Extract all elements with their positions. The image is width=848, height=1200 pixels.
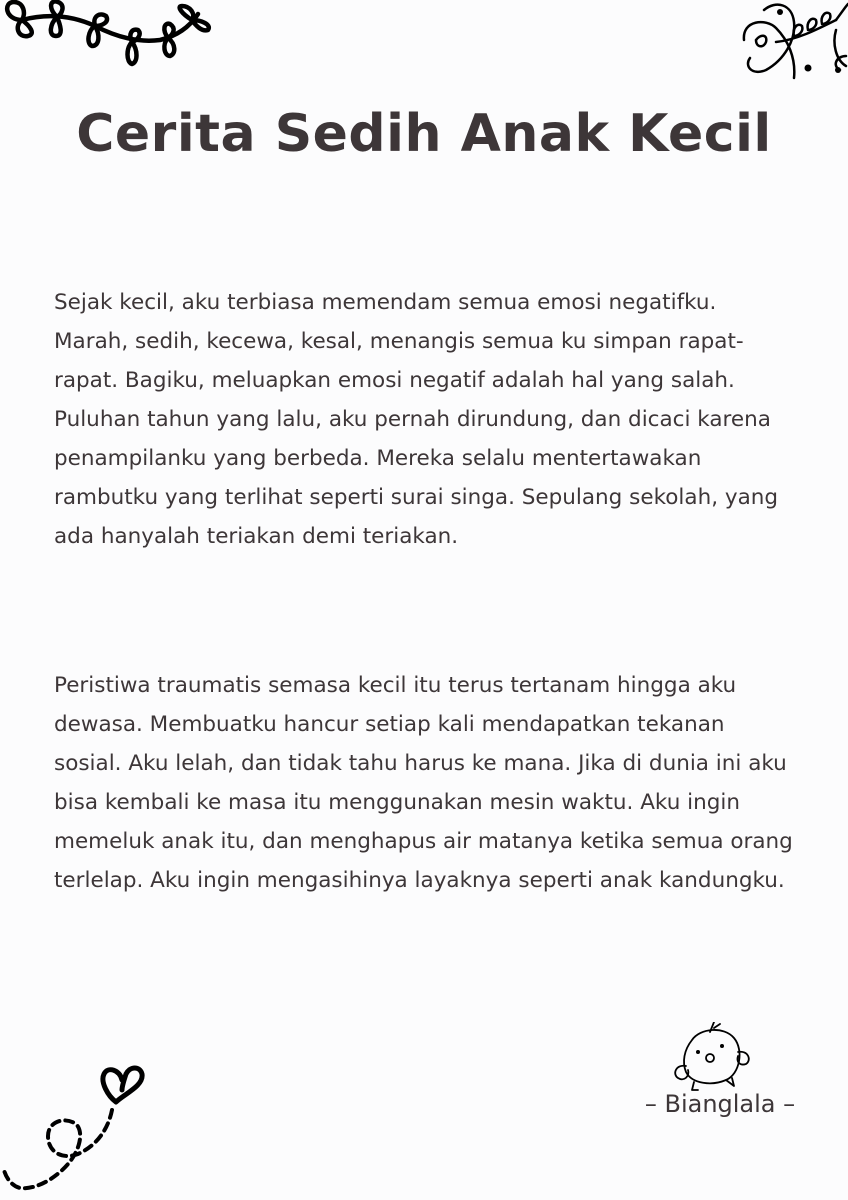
text-line: bisa kembali ke masa itu menggunakan mesin waktu. Aku ingin [54,790,741,815]
text-line: Peristiwa traumatis semasa kecil itu terus tertanam hingga aku [54,673,737,698]
text-line: sosial. Aku lelah, dan tidak tahu harus ke mana. Jika di dunia ini aku [54,751,787,776]
text-line: Marah, sedih, kecewa, kesal, menangis semua ku simpan rapat- [54,329,744,354]
text-line: terlelap. Aku ingin mengasihinya layaknya seperti anak kandungku. [54,868,785,893]
paragraph-2 [54,666,798,900]
text-line: ada hanyalah teriakan demi teriakan. [54,524,459,549]
paragraph-1 [54,283,798,556]
page-title: Cerita Sedih Anak Kecil [76,104,772,164]
heart-dashed-trail-icon [0,1060,160,1200]
text-line: rapat. Bagiku, meluapkan emosi negatif adalah hal yang salah. [54,368,735,393]
text-line: Puluhan tahun yang lalu, aku pernah dirundung, dan dicaci karena [54,407,771,432]
text-line: memeluk anak itu, dan menghapus air matanya ketika semua orang [54,829,793,854]
text-line: Sejak kecil, aku terbiasa memendam semua emosi negatifku. [54,290,717,315]
vine-icon [0,0,215,72]
text-line: rambutku yang terlihat seperti surai singa. Sepulang sekolah, yang [54,485,779,510]
swirl-leaf-icon [736,0,848,90]
text-line: penampilanku yang berbeda. Mereka selalu mentertawakan [54,446,702,471]
text-line: dewasa. Membuatku hancur setiap kali mendapatkan tekanan [54,712,725,737]
signature: – Bianglala – [644,1090,796,1118]
